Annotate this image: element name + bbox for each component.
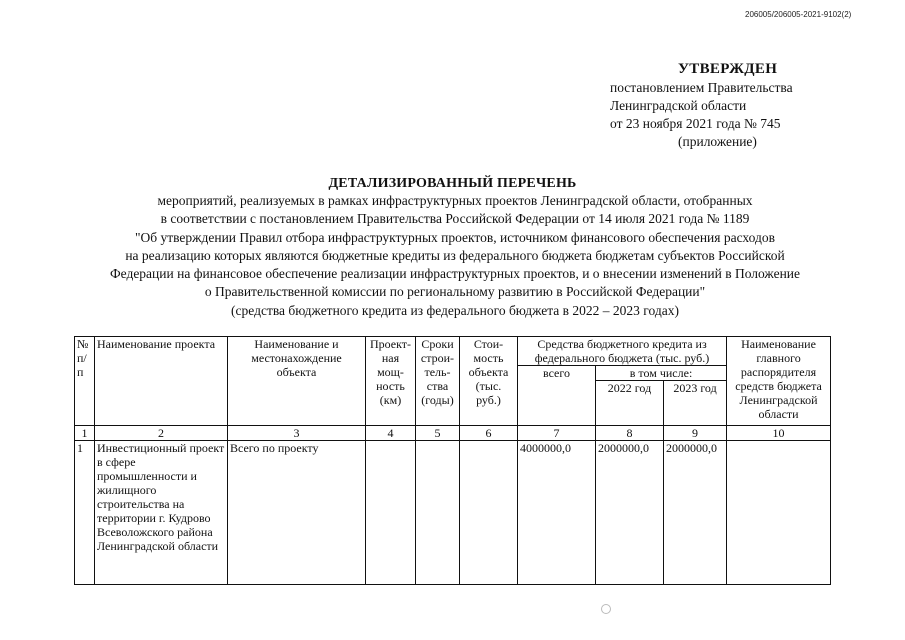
document-id: 206005/206005-2021-9102(2): [745, 10, 852, 19]
subtitle-line: (средства бюджетного кредита из федерального бюджета в 2022 – 2023 годах): [231, 302, 679, 318]
column-number: 4: [366, 426, 416, 441]
column-number: 8: [596, 426, 664, 441]
approval-line: постановлением Правительства: [610, 80, 793, 95]
subtitle-line: мероприятий, реализуемых в рамках инфраструктурных проектов Ленинградской области, отобранных: [157, 193, 753, 208]
column-number: 10: [727, 426, 831, 441]
subtitle-line: Федерации на финансовое обеспечение реализации инфраструктурных проектов, и о внесении изменений в Положение: [109, 266, 801, 282]
cell-project: Инвестиционный проект в сфере промышленности и жилищного строительства на территории г. Кудрово Всеволожского района Ленинградской области: [95, 441, 228, 585]
approval-line: Ленинградской области: [610, 98, 747, 113]
table-header-row: [75, 337, 831, 366]
cell-2023: 2000000,0: [664, 441, 727, 585]
cell-num: 1: [75, 441, 95, 585]
header-including: в том числе:: [596, 366, 727, 381]
table-row: [75, 441, 831, 585]
header-num: № п/п: [75, 337, 95, 426]
document-subtitle: [60, 192, 850, 320]
column-number: 7: [518, 426, 596, 441]
header-manager: Наименование главного распорядителя средств бюджета Ленинградской области: [727, 337, 831, 426]
approval-heading: УТВЕРЖДЕН: [678, 61, 778, 77]
subtitle-line: в соответствии с постановлением Правительства Российской Федерации от 14 июля 2021 года № 1189: [160, 211, 750, 227]
column-number: 9: [664, 426, 727, 441]
approval-line: от 23 ноября 2021 года № 745: [610, 116, 781, 131]
cell-cost: [460, 441, 518, 585]
cell-object: Всего по проекту: [228, 441, 366, 585]
header-terms: Сроки строи-тель-ства (годы): [416, 337, 460, 426]
document-title: ДЕТАЛИЗИРОВАННЫЙ ПЕРЕЧЕНЬ: [328, 176, 577, 191]
approval-block: [610, 60, 850, 151]
subtitle-line: о Правительственной комиссии по региональному развитию в Российской Федерации": [204, 284, 706, 300]
subtitle-line: "Об утверждении Правил отбора инфраструктурных проектов, источником финансового обеспечения расходов: [134, 229, 775, 245]
column-number: 2: [95, 426, 228, 441]
cell-terms: [416, 441, 460, 585]
column-numbers-row: [75, 426, 831, 441]
header-2022: 2022 год: [596, 381, 664, 426]
cell-total: 4000000,0: [518, 441, 596, 585]
header-cost: Стои-мость объекта (тыс. руб.): [460, 337, 518, 426]
column-number: 5: [416, 426, 460, 441]
cell-2022: 2000000,0: [596, 441, 664, 585]
projects-table: [74, 336, 831, 585]
header-total: всего: [518, 366, 596, 426]
header-project: Наименование проекта: [95, 337, 228, 426]
scan-artifact-circle: [601, 604, 611, 614]
column-number: 3: [228, 426, 366, 441]
approval-note: (приложение): [678, 134, 757, 149]
cell-capacity: [366, 441, 416, 585]
header-2023: 2023 год: [664, 381, 727, 426]
header-capacity: Проект-ная мощ-ность (км): [366, 337, 416, 426]
column-number: 1: [75, 426, 95, 441]
column-number: 6: [460, 426, 518, 441]
header-object: Наименование и местонахождение объекта: [228, 337, 366, 426]
cell-manager: [727, 441, 831, 585]
subtitle-line: на реализацию которых являются бюджетные кредиты из федерального бюджета бюджетам субъектов Российской: [125, 247, 785, 263]
header-credit: Средства бюджетного кредита из федерального бюджета (тыс. руб.): [518, 337, 727, 366]
